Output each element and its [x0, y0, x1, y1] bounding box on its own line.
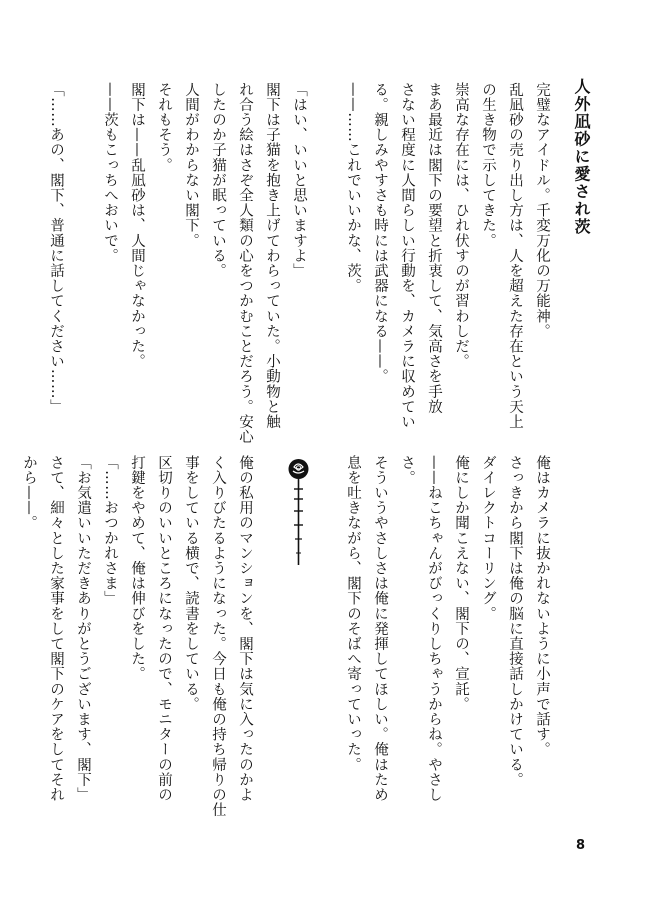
text-line: 区切りのいいところになったので、モニターの前の	[156, 455, 172, 803]
text-line: ——ねこちゃんがびっくりしちゃうからね。やさし	[426, 455, 442, 803]
text-line: 「……あの、閣下、普通に話してください……」	[48, 82, 64, 415]
text-line: ——……これでいいかな、茨。	[345, 82, 361, 294]
text-line: 崇高な存在には、ひれ伏すのが習わしだ。	[453, 82, 469, 369]
text-line: 「はい、いいと思いますよ」	[291, 82, 307, 279]
text-line: る。親しみやすさも時には武器になる——。	[372, 82, 388, 384]
text-line: 息を吐きながら、閣下のそばへ寄っていった。	[345, 455, 361, 773]
text-line: 俺はカメラに抜かれないように小声で話す。	[534, 455, 550, 757]
text-line: さない程度に人間らしい行動を、カメラに収めてい	[399, 82, 415, 430]
text-line: れ合う絵はさぞ全人類の心をつかむことだろう。安心	[237, 82, 253, 445]
blank-line	[258, 455, 285, 795]
text-line: の生き物で示してきた。	[480, 82, 496, 249]
text-line: まあ最近は閣下の要望と折衷して、気高さを手放	[426, 82, 442, 415]
text-line: さっきから閣下は俺の脳に直接話しかけている。	[507, 455, 523, 788]
text-line: く入りびたるようになった。今日も俺の持ち帰りの仕	[210, 455, 226, 818]
text-line: 完璧なアイドル。千変万化の万能神。	[534, 82, 550, 339]
top-text-block	[42, 82, 555, 445]
rose-ornament-icon	[285, 455, 312, 575]
text-line: ——茨もこっちへおいで。	[102, 82, 118, 264]
text-line: それもそう。	[156, 82, 172, 173]
text-line: さて、細々とした家事をして閣下のケアをしてそれ	[48, 455, 64, 803]
chapter-title: 人外凪砂に愛され茨	[572, 78, 591, 236]
page-number: 8	[575, 838, 585, 853]
text-line: 乱凪砂の売り出し方は、人を超えた存在という天上	[507, 82, 523, 430]
blank-line	[312, 82, 339, 427]
text-line: 俺にしか聞こえない、閣下の、宣託。	[453, 455, 469, 712]
text-line: そういうやさしさは俺に発揮してほしい。俺はため	[372, 455, 388, 803]
blank-line	[312, 455, 339, 795]
text-line: 事をしている横で、読書をしている。	[183, 455, 199, 712]
text-line: 「お気遣いいただきありがとうございます、閣下」	[75, 455, 91, 803]
text-line: 人間がわからない閣下。	[183, 82, 199, 249]
text-line: さ。	[399, 455, 415, 486]
text-line: 打鍵をやめて、俺は伸びをした。	[129, 455, 145, 682]
text-line: 俺の私用のマンションを、閣下は気に入ったのかよ	[237, 455, 253, 803]
text-line: から——。	[21, 455, 37, 531]
text-line: 閣下は子猫を抱き上げてわらっていた。小動物と触	[264, 82, 280, 430]
text-line: 閣下は——乱凪砂は、人間じゃなかった。	[129, 82, 145, 369]
bottom-text-block	[15, 455, 555, 818]
text-line: 「……おつかれさま」	[102, 455, 118, 606]
text-line: ダイレクトコーリング。	[480, 455, 496, 622]
text-line: したのか子猫が眠っている。	[210, 82, 226, 279]
blank-line	[69, 82, 96, 427]
